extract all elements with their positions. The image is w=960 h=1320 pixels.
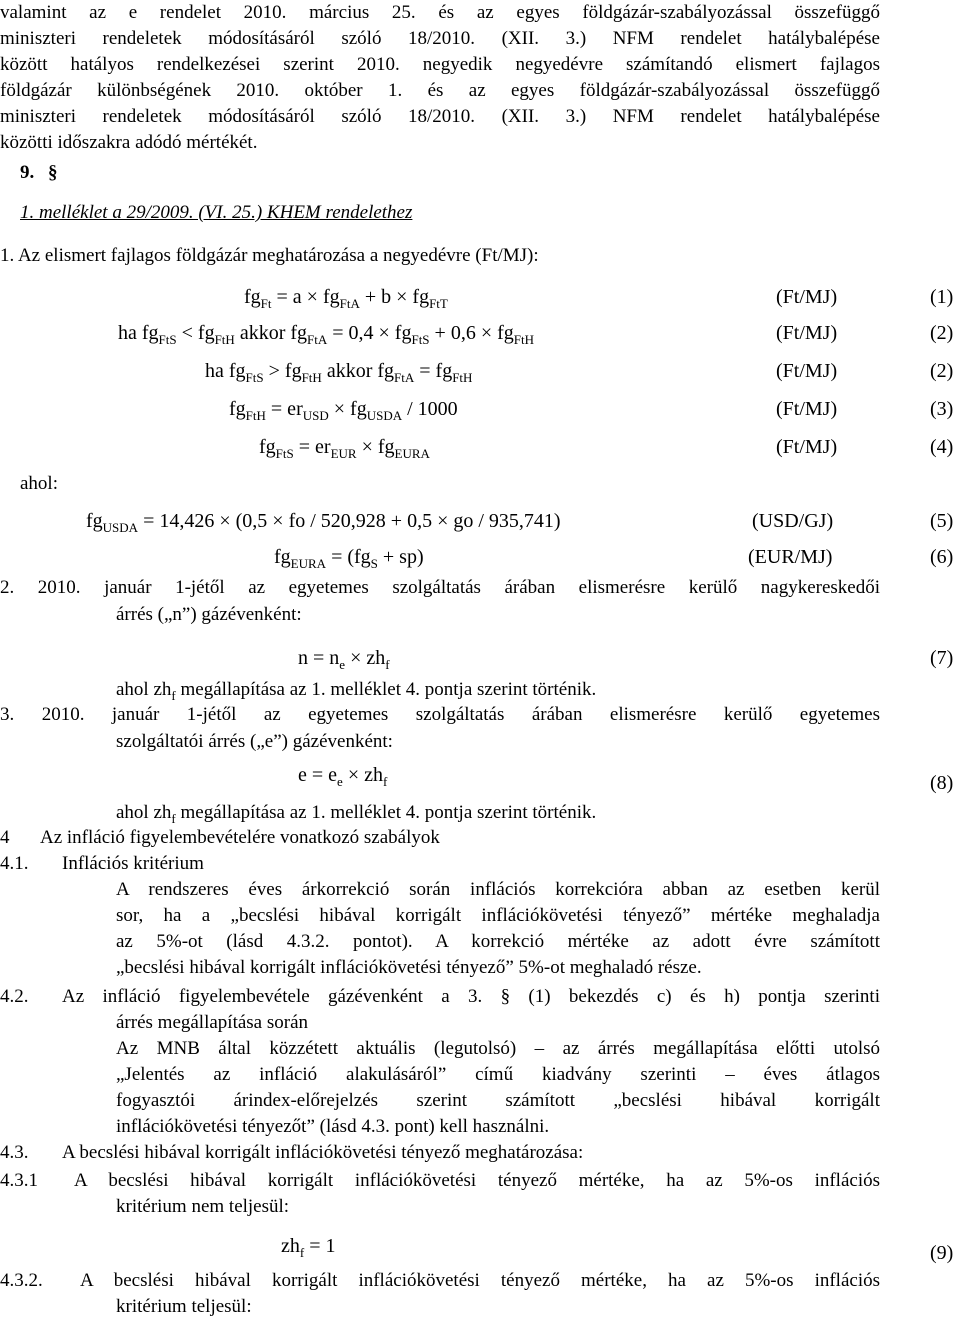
- formula-3-number: (3): [930, 398, 954, 420]
- formula-9-eq: = 1: [304, 1235, 336, 1257]
- annex-title: 1. melléklet a 29/2009. (VI. 25.) KHEM rendelethez: [20, 202, 413, 223]
- section-4-1-line-2: sor, ha a „becslési hibával korrigált inflációkövetési tényező” mértéke meghaladja: [116, 905, 880, 926]
- section-4-2-title-line-2: árrés megállapítása során: [116, 1012, 309, 1033]
- formula-7-number: (7): [930, 647, 954, 669]
- formula-4-number: (4): [930, 436, 954, 458]
- formula-9-number: (9): [930, 1242, 954, 1264]
- section-4-1-number: 4.1.: [0, 853, 29, 874]
- formula-8-note: ahol $zh_f$ megállapítása az 1. melléklet 4. pontja szerint történik.: [116, 802, 597, 826]
- intro-line-5: miniszteri rendeletek módosításáról szóló 18/2010. (XII. 3.) NFM rendelet hatálybalépése: [0, 106, 880, 127]
- formula-9: $zh_f = 1$: [281, 1235, 336, 1260]
- formula-3-unit: (Ft/MJ): [776, 398, 838, 420]
- formula-6: $fg_{EURA} = (fg_S + sp)$: [274, 546, 424, 571]
- section-2-line-1: 2. 2010. január 1-jétől az egyetemes szolgáltatás árában elismerésre kerülő nagykereskedői: [0, 577, 880, 598]
- section-4-3-1-number: 4.3.1: [0, 1170, 38, 1191]
- section-4-2-title-line-1: Az infláció figyelembevétele gázévenként a 3. § (1) bekezdés c) és h) pontja szerinti: [62, 986, 880, 1007]
- formula-1-unit: (Ft/MJ): [776, 286, 838, 308]
- intro-line-2: miniszteri rendeletek módosításáról szóló 18/2010. (XII. 3.) NFM rendelet hatálybalépése: [0, 28, 880, 49]
- section-4-2-line-1: Az MNB által közzétett aktuális (legutolsó) – az árrés megállapítása előtti utolsó: [116, 1038, 880, 1059]
- formula-1-number: (1): [930, 286, 954, 308]
- formula-8: $e = e_e \times zh_f$: [298, 764, 388, 789]
- formula-7: $n = n_e \times zh_f$: [298, 647, 390, 672]
- section-4-3-2-number: 4.3.2.: [0, 1270, 43, 1291]
- formula-1: $fg_{Ft} = a \times fg_{FtA} + b \times fg_{FtT}$: [244, 286, 448, 311]
- section-3-line-1: 3. 2010. január 1-jétől az egyetemes szolgáltatás árában elismerésre kerülő egyetemes: [0, 704, 880, 725]
- formula-2b-number: (2): [930, 360, 954, 382]
- section-4-2-line-2: „Jelentés az infláció alakulásáról” című kiadvány szerinti – éves átlagos: [116, 1064, 880, 1085]
- intro-line-1: valamint az e rendelet 2010. március 25. és az egyes földgázár-szabályozással összefüggő: [0, 2, 880, 23]
- section-4-number: 4: [0, 827, 10, 848]
- formula-7-note: ahol $zh_f$ megállapítása az 1. melléklet 4. pontja szerint történik.: [116, 679, 597, 703]
- section-4-3-2-line-1: A becslési hibával korrigált inflációkövetési tényező mértéke, ha az 5%-os inflációs: [80, 1270, 880, 1291]
- formula-8-note-text: megállapítása az 1. melléklet 4. pontja szerint történik.: [175, 802, 597, 823]
- formula-5-text: = 14,426 × (0,5 × fo / 520,928 + 0,5 × go / 935,741): [138, 510, 561, 532]
- formula-5-number: (5): [930, 510, 954, 532]
- section-3-line-2: szolgáltatói árrés („e”) gázévenként:: [116, 731, 393, 752]
- section-4-1-line-4: „becslési hibával korrigált inflációkövetési tényező” 5%-ot meghaladó része.: [116, 957, 702, 978]
- formula-2a-unit: (Ft/MJ): [776, 322, 838, 344]
- formula-2a: ha $fg_{FtS} < fg_{FtH}$ akkor $fg_{FtA} = 0,4 \times fg_{FtS} + 0,6 \times fg_{FtH}$: [118, 322, 534, 347]
- section-number: 9.: [20, 162, 35, 183]
- section-4-3-1-line-2: kritérium nem teljesül:: [116, 1196, 290, 1217]
- section-1-heading: 1. Az elismert fajlagos földgázár meghatározása a negyedévre (Ft/MJ):: [0, 245, 539, 266]
- section-4-3-2-line-2: kritérium teljesül:: [116, 1296, 252, 1317]
- section-4-3-1-line-1: A becslési hibával korrigált inflációkövetési tényező mértéke, ha az 5%-os inflációs: [74, 1170, 880, 1191]
- section-4-2-number: 4.2.: [0, 986, 29, 1007]
- section-4-3-number: 4.3.: [0, 1142, 29, 1163]
- formula-5: $fg_{USDA} = 14,426 \times (0,5$ × fo / 520,928 + 0,5 × go / 935,741): [86, 510, 561, 535]
- formula-3: $fg_{FtH} = er_{USD} \times fg_{USDA} / 1000$: [229, 398, 458, 423]
- formula-8-number: (8): [930, 772, 954, 794]
- section-4-1-title: Inflációs kritérium: [62, 853, 204, 874]
- section-4-2-line-3: fogyasztói árindex-előrejelzés szerint számított „becslési hibával korrigált: [116, 1090, 880, 1111]
- section-4-title: Az infláció figyelembevételére vonatkozó szabályok: [40, 827, 440, 848]
- section-2-line-2: árrés („n”) gázévenként:: [116, 604, 302, 625]
- where-label: ahol:: [20, 473, 58, 494]
- section-4-2-line-4: inflációkövetési tényezőt” (lásd 4.3. pont) kell használni.: [116, 1116, 550, 1137]
- formula-4-unit: (Ft/MJ): [776, 436, 838, 458]
- intro-line-4: földgázár különbségének 2010. október 1. és az egyes földgázár-szabályozással összefüggő: [0, 80, 880, 101]
- section-4-3-title: A becslési hibával korrigált inflációkövetési tényező meghatározása:: [62, 1142, 584, 1163]
- intro-line-6: közötti időszakra adódó mértékét.: [0, 132, 258, 153]
- formula-2b: ha $fg_{FtS} > fg_{FtH}$ akkor $fg_{FtA} = fg_{FtH}$: [205, 360, 473, 385]
- section-4-1-line-1: A rendszeres éves árkorrekció során inflációs korrekcióra abban az esetben kerül: [116, 879, 880, 900]
- section-symbol: §: [48, 162, 58, 183]
- formula-4: $fg_{FtS} = er_{EUR} \times fg_{EURA}$: [259, 436, 430, 461]
- section-4-1-line-3: az 5%-ot (lásd 4.3.2. pontot). A korrekció mértéke az adott évre számított: [116, 931, 880, 952]
- intro-line-3: között hatályos rendelkezései szerint 2010. negyedik negyedévre számítandó elismert fajlagos: [0, 54, 880, 75]
- formula-7-note-text: megállapítása az 1. melléklet 4. pontja szerint történik.: [175, 679, 597, 700]
- formula-5-unit: (USD/GJ): [752, 510, 834, 532]
- formula-6-unit: (EUR/MJ): [748, 546, 833, 568]
- formula-2a-number: (2): [930, 322, 954, 344]
- formula-6-number: (6): [930, 546, 954, 568]
- formula-2b-unit: (Ft/MJ): [776, 360, 838, 382]
